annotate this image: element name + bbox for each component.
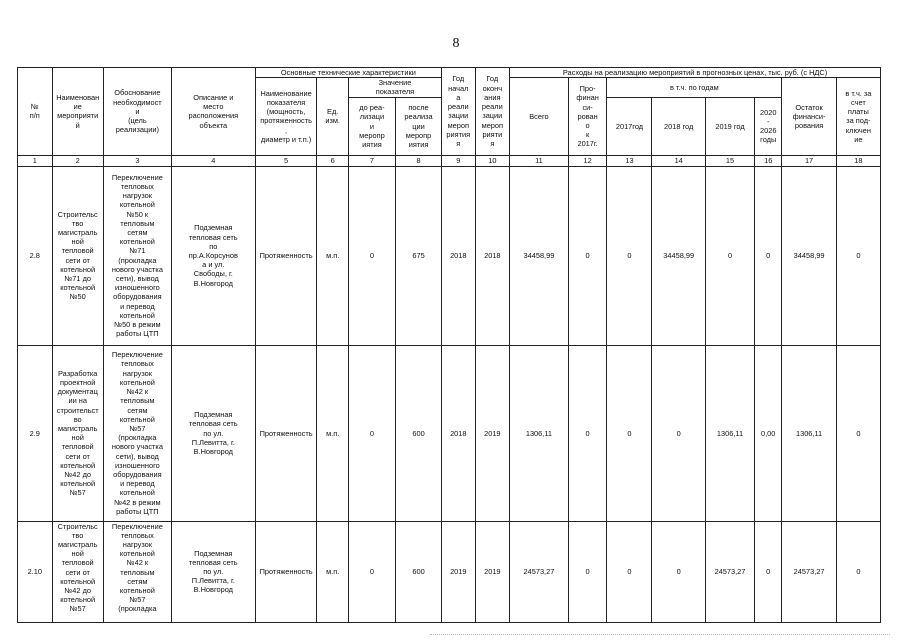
row-name: Строительс тво магистраль ной тепловой сети от котельной №71 до котельной №50	[52, 166, 103, 345]
row-location: Подземная тепловая сеть по пр.А.Корсунов а и ул. Свободы, г. В.Новгород	[171, 166, 255, 345]
row-after: 675	[395, 166, 441, 345]
row-location: Подземная тепловая сеть по ул. П.Левитта, г. В.Новгород	[171, 521, 255, 622]
header-2017: 2017год	[607, 97, 652, 155]
row-indicator: Протяженность	[255, 166, 317, 345]
header-2018: 2018 год	[652, 97, 705, 155]
column-number: 3	[103, 155, 171, 166]
row-year-start: 2019	[442, 521, 476, 622]
table-row	[18, 345, 881, 521]
row-after: 600	[395, 521, 441, 622]
row-2017: 0	[607, 521, 652, 622]
table-row	[18, 166, 881, 345]
row-total: 34458,99	[510, 166, 569, 345]
column-number-row	[18, 155, 881, 166]
header-financed: Про- финан си- рован о к 2017г.	[568, 78, 607, 155]
row-total: 1306,11	[510, 345, 569, 521]
header-2019: 2019 год	[705, 97, 754, 155]
row-remaining: 24573,27	[782, 521, 836, 622]
row-2018: 0	[652, 521, 705, 622]
header-expenses-group: Расходы на реализацию мероприятий в прогнозных ценах, тыс. руб. (с НДС)	[510, 68, 881, 78]
column-number: 16	[755, 155, 782, 166]
header-location: Описание и место расположения объекта	[171, 68, 255, 156]
header-after: после реализа ции меропр иятия	[395, 97, 441, 155]
column-number: 6	[317, 155, 348, 166]
row-justification: Переключение тепловых нагрузок котельной №42 к тепловым сетям котельной №57 (прокладка	[103, 521, 171, 622]
row-remaining: 34458,99	[782, 166, 836, 345]
column-number: 9	[442, 155, 476, 166]
column-number: 18	[836, 155, 880, 166]
row-before: 0	[348, 521, 395, 622]
header-unit: Ед. изм.	[317, 78, 348, 155]
row-2019: 1306,11	[705, 345, 754, 521]
header-justification: Обоснование необходимост и (цель реализации)	[103, 68, 171, 156]
row-connection-fee: 0	[836, 521, 880, 622]
header-by-years: в т.ч. по годам	[607, 78, 782, 97]
header-year-end: Год оконч ания реали зации мероп рияти я	[475, 68, 510, 156]
row-name: Строительс тво магистраль ной тепловой сети от котельной №42 до котельной №57	[52, 521, 103, 622]
row-2018: 0	[652, 345, 705, 521]
row-total: 24573,27	[510, 521, 569, 622]
row-2017: 0	[607, 345, 652, 521]
row-2017: 0	[607, 166, 652, 345]
column-number: 10	[475, 155, 510, 166]
row-justification: Переключение тепловых нагрузок котельной №50 к тепловым сетям котельной №71 (прокладка нового участка сети), вывод изношенного оборудования и перевод котельной №50 в режим работы ЦТП	[103, 166, 171, 345]
row-num: 2.9	[18, 345, 53, 521]
header-num: № п/п	[18, 68, 53, 156]
row-financed: 0	[568, 345, 607, 521]
row-year-start: 2018	[442, 345, 476, 521]
row-2020-2026: 0	[755, 521, 782, 622]
column-number: 4	[171, 155, 255, 166]
header-name: Наименован ие мероприяти й	[52, 68, 103, 156]
row-unit: м.п.	[317, 345, 348, 521]
header-remaining: Остаток финанси- рования	[782, 78, 836, 155]
column-number: 11	[510, 155, 569, 166]
row-2020-2026: 0	[755, 166, 782, 345]
row-year-start: 2018	[442, 166, 476, 345]
row-num: 2.10	[18, 521, 53, 622]
column-number: 2	[52, 155, 103, 166]
column-number: 15	[705, 155, 754, 166]
column-number: 12	[568, 155, 607, 166]
column-number: 14	[652, 155, 705, 166]
row-indicator: Протяженность	[255, 521, 317, 622]
row-financed: 0	[568, 521, 607, 622]
header-2020-2026: 2020 - 2026 годы	[755, 97, 782, 155]
row-before: 0	[348, 345, 395, 521]
page-number: 8	[452, 36, 460, 51]
row-year-end: 2018	[475, 166, 510, 345]
row-before: 0	[348, 166, 395, 345]
row-justification: Переключение тепловых нагрузок котельной №42 к тепловым сетям котельной №57 (прокладка нового участка сети), вывод изношенного оборудования и перевод котельной №42 в режим работы ЦТП	[103, 345, 171, 521]
row-connection-fee: 0	[836, 166, 880, 345]
column-number: 17	[782, 155, 836, 166]
header-total: Всего	[510, 78, 569, 155]
row-remaining: 1306,11	[782, 345, 836, 521]
row-name: Разработка проектной документац ии на строительст во магистраль ной тепловой сети от котельной №42 до котельной №57	[52, 345, 103, 521]
header-before: до реа- лизаци и меропр иятия	[348, 97, 395, 155]
column-number: 8	[395, 155, 441, 166]
header-indicator-value: Значение показателя	[348, 78, 441, 97]
row-after: 600	[395, 345, 441, 521]
header-row-1	[18, 68, 881, 78]
header-indicator-name: Наименование показателя (мощность, протяженность , диаметр и т.п.)	[255, 78, 317, 155]
row-2019: 0	[705, 166, 754, 345]
column-number: 7	[348, 155, 395, 166]
row-unit: м.п.	[317, 521, 348, 622]
row-year-end: 2019	[475, 345, 510, 521]
row-2018: 34458,99	[652, 166, 705, 345]
row-connection-fee: 0	[836, 345, 880, 521]
row-location: Подземная тепловая сеть по ул. П.Левитта, г. В.Новгород	[171, 345, 255, 521]
header-tech-group: Основные технические характеристики	[255, 68, 441, 78]
row-indicator: Протяженность	[255, 345, 317, 521]
column-number: 5	[255, 155, 317, 166]
row-unit: м.п.	[317, 166, 348, 345]
row-2020-2026: 0,00	[755, 345, 782, 521]
investment-program-table	[17, 67, 881, 623]
column-number: 13	[607, 155, 652, 166]
row-2019: 24573,27	[705, 521, 754, 622]
row-num: 2.8	[18, 166, 53, 345]
header-year-start: Год начал а реали зации мероп риятия я	[442, 68, 476, 156]
header-connection-fee: в т.ч. за счет платы за под- ключен ие	[836, 78, 880, 155]
row-year-end: 2019	[475, 521, 510, 622]
scan-artifact-line	[430, 634, 890, 639]
column-number: 1	[18, 155, 53, 166]
row-financed: 0	[568, 166, 607, 345]
table-row	[18, 521, 881, 622]
